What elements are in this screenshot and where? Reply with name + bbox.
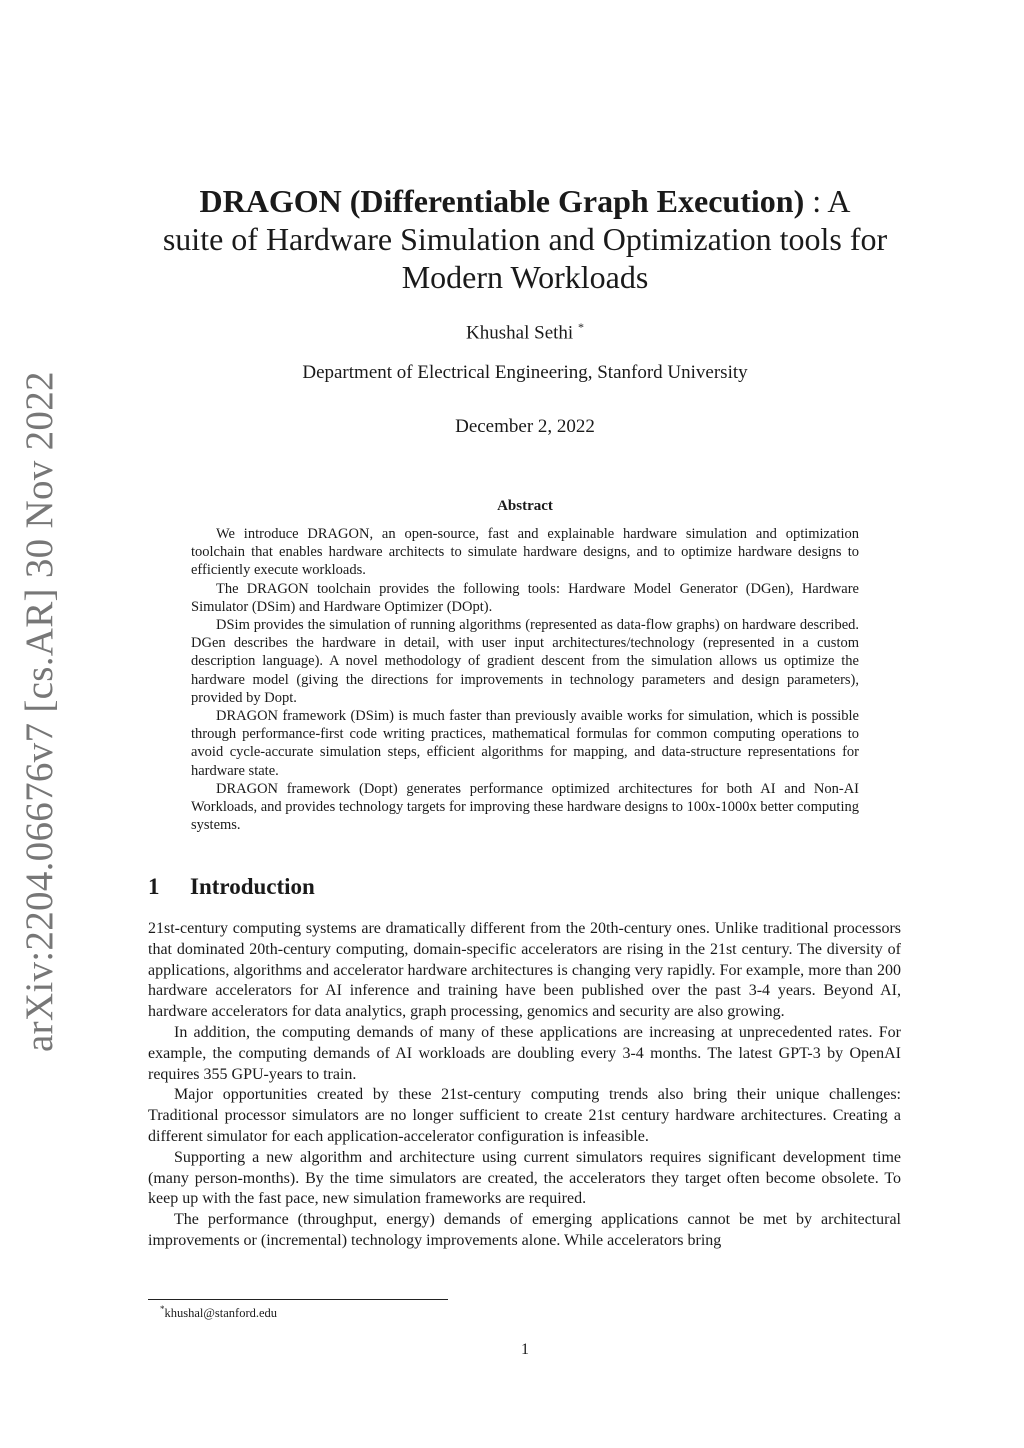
footnote-email[interactable]: khushal@stanford.edu — [164, 1306, 278, 1321]
footnote-rule — [148, 1299, 448, 1300]
footnote-mark: * — [160, 1304, 165, 1314]
body-paragraph: Supporting a new algorithm and architecture using current simulators requires significant development time (many person-months). By the time simulators are created, the accelerators they target often become obsolete. To keep up with the fast pace, new simulation frameworks are required. — [148, 1148, 901, 1208]
section-title: Introduction — [190, 874, 315, 899]
author-footnote-mark: * — [577, 320, 584, 334]
title-block — [150, 182, 900, 296]
body-paragraph: The performance (throughput, energy) demands of emerging applications cannot be met by architectural improvements or (incremental) technology improvements alone. While accelerators bring — [148, 1211, 901, 1249]
author — [150, 320, 900, 344]
abstract-paragraph: DSim provides the simulation of running algorithms (represented as data-flow graphs) on hardware described. DGen describes the hardware in detail, with user input architectures/technology (represented in a custom description language). A novel methodology of gradient descent from the simulation allows us optimize the hardware model (giving the directions for improvements in technology parameters and design parameters), provided by Dopt. — [191, 617, 859, 706]
abstract-paragraph: DRAGON framework (Dopt) generates performance optimized architectures for both AI and Non-AI Workloads, and provides technology targets for improving these hardware designs to 100x-1000x better computing systems. — [191, 780, 859, 834]
date: December 2, 2022 — [455, 416, 595, 437]
abstract — [191, 525, 859, 834]
paper-title — [150, 182, 900, 296]
abstract-paragraph: The DRAGON toolchain provides the following tools: Hardware Model Generator (DGen), Hardware Simulator (DSim) and Hardware Optimizer (DOpt). — [191, 580, 859, 615]
body-paragraph: In addition, the computing demands of many of these applications are increasing at unprecedented rates. For example, the computing demands of AI workloads are doubling every 3-4 months. The latest GPT-3 by OpenAI requires 355 GPU-years to train. — [148, 1023, 901, 1083]
abstract-paragraph: DRAGON framework (DSim) is much faster than previously avaible works for simulation, which is possible through performance-first code writing practices, mathematical formulas for common computing operations to avoid cycle-accurate simulation steps, efficient algorithms for mapping, and data-structure representations for hardware state. — [191, 708, 859, 779]
footnote — [160, 1304, 277, 1321]
author-name: Khushal Sethi — [466, 322, 574, 344]
abstract-paragraph: We introduce DRAGON, an open-source, fast and explainable hardware simulation and optimization toolchain that enables hardware architects to simulate hardware designs, and to optimize hardware designs to efficiently execute workloads. — [191, 526, 859, 579]
title-line3: Modern Workloads — [401, 259, 649, 295]
title-bold-part: DRAGON (Differentiable Graph Execution) — [199, 183, 805, 219]
introduction-body — [148, 919, 901, 1252]
title-line1-rest: : A — [804, 183, 851, 219]
body-paragraph: Major opportunities created by these 21st-century computing trends also bring their unique challenges: Traditional processor simulators are no longer sufficient to create 21st century hardware architectures. Creating a different simulator for each application-accelerator configuration is infeasible. — [148, 1086, 901, 1145]
arxiv-identifier: arXiv:2204.06676v7 [cs.AR] 30 Nov 2022 — [18, 371, 61, 1052]
section-heading — [148, 874, 315, 900]
page-number: 1 — [521, 1341, 529, 1358]
title-line2: suite of Hardware Simulation and Optimization tools for — [162, 221, 888, 257]
section-number: 1 — [148, 874, 160, 899]
affiliation: Department of Electrical Engineering, Stanford University — [302, 362, 748, 383]
body-paragraph: 21st-century computing systems are dramatically different from the 20th-century ones. Unlike traditional processors that dominated 20th-century computing, domain-specific accelerators are rising in the 21st century. The diversity of applications, algorithms and accelerator hardware architectures is changing very rapidly. For example, more than 200 hardware accelerators for AI inference and training have been published over the past 3-4 years. Beyond AI, hardware accelerators for data analytics, graph processing, genomics and security are also growing. — [148, 920, 901, 1021]
abstract-heading: Abstract — [497, 498, 553, 514]
